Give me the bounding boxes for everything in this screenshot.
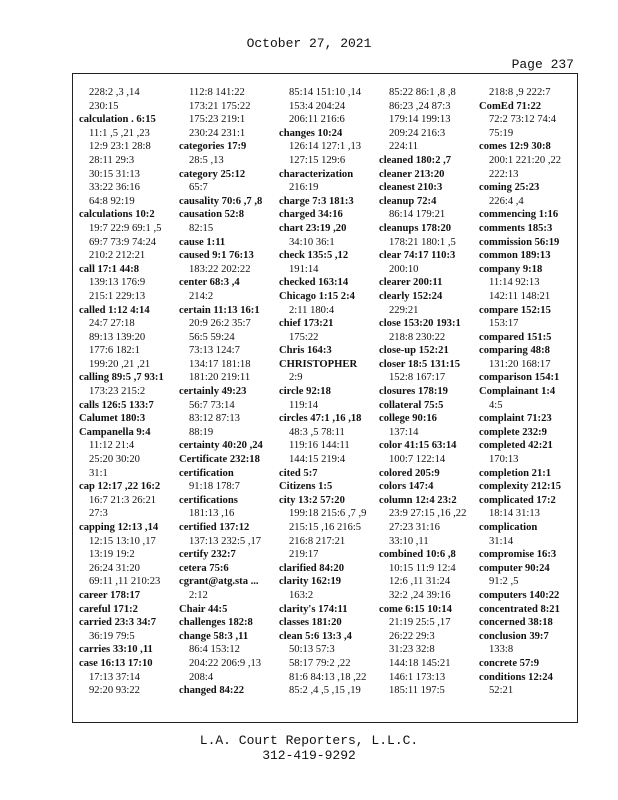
index-entry-references: 163:2 [289,589,314,601]
index-entry-term: cetera 75:6 [179,562,229,574]
index-entry-term: certain 11:13 16:1 [179,304,260,316]
index-entry-term: conclusion 39:7 [479,630,549,642]
index-entry-term: cleaned 180:2 ,7 [379,154,452,166]
index-entry-references: 85:22 86:1 ,8 ,8 [389,87,456,98]
index-entry-term: calculations 10:2 [79,209,155,221]
index-entry-references: 34:10 36:1 [289,236,335,248]
index-entry-term: completed 42:21 [479,440,553,452]
index-entry-term: charge 7:3 181:3 [279,195,354,207]
index-entry-term: commencing 1:16 [479,209,559,221]
index-entry-term: caused 9:1 76:13 [179,250,254,262]
index-entry-references: 185:11 197:5 [389,685,445,697]
index-entry-references: 11:14 92:13 [489,277,540,289]
index-entry-references: 200:10 [389,263,419,275]
index-entry-references: 4:5 [489,399,503,411]
index-entry-term: Campanella 9:4 [79,426,151,438]
index-column-5 [479,86,577,698]
index-entry-term: complexity 212:15 [479,481,562,493]
index-entry-term: cause 1:11 [179,236,226,248]
index-entry-references: 91:2 ,5 [489,576,519,588]
index-entry-term: career 178:17 [79,589,141,601]
index-entry-references: 137:14 [389,426,419,438]
index-entry-references: 179:14 199:13 [389,114,451,126]
index-entry-references: 152:8 167:17 [389,372,446,384]
index-entry-term: concentrated 8:21 [479,603,560,615]
index-entry-term: combined 10:6 ,8 [379,549,456,561]
index-entry-term: chief 173:21 [279,318,334,330]
index-entry-term: cited 5:7 [279,467,318,479]
index-entry-term: colors 147:4 [379,481,434,493]
reporter-name: L.A. Court Reporters, L.L.C. [199,733,419,748]
index-entry-term: city 13:2 57:20 [279,494,345,506]
index-entry-references: 199:18 215:6 ,7 ,9 [289,508,367,520]
index-entry-references: 215:1 229:13 [89,290,146,302]
index-entry-term: causation 52:8 [179,209,245,221]
index-entry-references: 153:17 [489,318,519,330]
index-entry-term: conditions 12:24 [479,671,553,683]
index-entry-references: 137:13 232:5 ,17 [189,535,262,547]
index-entry-references: 33:22 36:16 [89,182,140,194]
index-entry-references: 170:13 [489,454,519,466]
index-entry-references: 27:3 [89,508,108,520]
index-entry-term: carries 33:10 ,11 [79,644,153,656]
index-entry-references: 119:14 [289,399,319,411]
index-entry-references: 216:19 [289,182,319,194]
index-entry-term: calculation . 6:15 [79,114,156,126]
index-entry-references: 178:21 180:1 ,5 [389,236,456,248]
index-entry-references: 88:19 [189,426,214,438]
index-entry-references: 226:4 ,4 [489,195,524,207]
index-entry-term: challenges 182:8 [179,617,253,629]
index-entry-term: comparison 154:1 [479,372,560,384]
index-entry-references: 218:8 ,9 222:7 [489,87,551,98]
index-entry-term: concerned 38:18 [479,617,553,629]
index-entry-term: check 135:5 ,12 [279,250,349,262]
index-entry-term: classes 181:20 [279,617,342,629]
index-entry-term: certainty 40:20 ,24 [179,440,263,452]
index-entry-references: 36:19 79:5 [89,630,135,642]
index-entry-references: 2:9 [289,372,303,384]
index-entry-references: 153:4 204:24 [289,100,346,112]
index-entry-term: common 189:13 [479,250,551,262]
index-entry-term: circle 92:18 [279,386,331,398]
index-entry-references: 12:6 ,11 31:24 [389,576,451,588]
index-entry-term: case 16:13 17:10 [79,657,153,669]
index-entry-references: 32:2 ,24 39:16 [389,589,451,601]
index-entry-term: come 6:15 10:14 [379,603,452,615]
index-entry-term: call 17:1 44:8 [79,263,140,275]
index-entry-references: 64:8 92:19 [89,195,135,207]
index-entry-references: 100:7 122:14 [389,454,446,466]
index-entry-references: 86:14 179:21 [389,209,446,221]
index-entry-references: 214:2 [189,290,214,302]
index-entry-term: category 25:12 [179,168,246,180]
index-entry-term: complicated 17:2 [479,494,556,506]
index-entry-term: computers 140:22 [479,589,560,601]
index-entry-references: 31:14 [489,535,514,547]
index-entry-references: 222:13 [489,168,519,180]
index-entry-references: 56:5 59:24 [189,331,235,343]
index-entry-references: 139:13 176:9 [89,277,146,289]
index-entry-term: color 41:15 63:14 [379,440,457,452]
index-entry-references: 13:19 19:2 [89,549,135,561]
transcript-date: October 27, 2021 [246,36,372,51]
index-entry-references: 26:22 29:3 [389,630,435,642]
index-entry-term: closures 178:19 [379,386,448,398]
index-entry-term: causality 70:6 ,7 ,8 [179,195,263,207]
index-entry-references: 85:2 ,4 ,5 ,15 ,19 [289,685,361,697]
index-entry-term: checked 163:14 [279,277,349,289]
index-entry-references: 208:4 [189,671,214,683]
index-entry-references: 89:13 139:20 [89,331,146,343]
index-entry-references: 27:23 31:16 [389,522,440,533]
index-entry-term: concrete 57:9 [479,657,540,669]
index-entry-references: 181:20 219:11 [189,372,251,384]
index-entry-term: compared 151:5 [479,331,552,343]
index-entry-references: 28:5 ,13 [189,154,224,166]
index-entry-term: CHRISTOPHER [279,358,358,370]
index-entry-references: 16:7 21:3 26:21 [89,494,157,506]
index-entry-term: colored 205:9 [379,467,440,479]
index-entry-references: 144:18 145:21 [389,657,451,669]
index-entry-term: Certificate 232:18 [179,454,260,466]
index-entry-term: Chicago 1:15 2:4 [279,290,355,302]
index-entry-term: column 12:4 23:2 [379,494,457,506]
index-entry-references: 17:13 37:14 [89,671,140,683]
index-entry-term: complication [479,522,538,533]
index-entry-term: computer 90:24 [479,562,550,574]
index-entry-references: 56:7 73:14 [189,399,235,411]
reporter-phone: 312-419-9292 [262,748,356,763]
index-entry-term: commission 56:19 [479,236,560,248]
index-entry-references: 33:10 ,11 [389,535,429,547]
index-entry-term: collateral 75:5 [379,399,444,411]
index-entry-term: cleanest 210:3 [379,182,443,194]
index-entry-term: cleanups 178:20 [379,222,452,234]
index-entry-references: 219:17 [289,549,319,561]
index-entry-term: Calumet 180:3 [79,413,146,425]
index-entry-references: 12:9 23:1 28:8 [89,141,151,153]
index-entry-references: 2:12 [189,589,208,601]
index-entry-term: cleaner 213:20 [379,168,445,180]
index-entry-term: comments 185:3 [479,222,553,234]
index-entry-term: calls 126:5 133:7 [79,399,154,411]
index-entry-references: 200:1 221:20 ,22 [489,154,562,166]
index-entry-term: coming 25:23 [479,182,540,194]
index-entry-references: 25:20 30:20 [89,454,140,466]
index-entry-term: company 9:18 [479,263,543,275]
index-entry-references: 133:8 [489,644,514,656]
index-entry-term: certified 137:12 [179,522,250,533]
index-entry-references: 69:11 ,11 210:23 [89,576,161,588]
index-entry-references: 2:11 180:4 [289,304,335,316]
index-entry-term: compromise 16:3 [479,549,557,561]
index-entry-references: 142:11 148:21 [489,290,551,302]
index-entry-references: 21:19 25:5 ,17 [389,617,451,629]
index-entry-references: 206:11 216:6 [289,114,345,126]
index-entry-term: Complainant 1:4 [479,386,556,398]
index-entry-references: 119:16 144:11 [289,440,350,452]
index-entry-references: 86:23 ,24 87:3 [389,100,451,112]
index-entry-term: calling 89:5 ,7 93:1 [79,372,164,384]
index-entry-references: 230:15 [89,100,119,112]
index-entry-term: clear 74:17 110:3 [379,250,456,262]
index-entry-references: 48:3 ,5 78:11 [289,426,345,438]
index-entry-references: 126:14 127:1 ,13 [289,141,362,153]
index-entry-references: 191:14 [289,263,319,275]
index-entry-term: complete 232:9 [479,426,547,438]
page-number: Page 237 [511,57,574,72]
index-entry-term: completion 21:1 [479,467,552,479]
index-entry-references: 229:21 [389,304,419,316]
index-entry-references: 11:1 ,5 ,21 ,23 [89,127,150,139]
index-entry-references: 228:2 ,3 ,14 [89,87,140,98]
index-entry-references: 215:15 ,16 216:5 [289,522,362,533]
index-entry-term: carried 23:3 34:7 [79,617,157,629]
index-entry-references: 218:8 230:22 [389,331,446,343]
index-entry-term: changes 10:24 [279,127,343,139]
index-entry-references: 204:22 206:9 ,13 [189,657,262,669]
index-entry-references: 20:9 26:2 35:7 [189,318,251,330]
index-entry-term: certainly 49:23 [179,386,247,398]
index-entry-references: 144:15 219:4 [289,454,346,466]
index-entry-references: 31:23 32:8 [389,644,435,656]
index-entry-references: 183:22 202:22 [189,263,251,275]
index-entry-term: cleanup 72:4 [379,195,437,207]
index-column-2 [179,86,277,698]
index-entry-references: 131:20 168:17 [489,358,551,370]
index-entry-references: 83:12 87:13 [189,413,240,425]
index-entry-references: 146:1 173:13 [389,671,446,683]
index-entry-term: close 153:20 193:1 [379,318,461,330]
index-entry-references: 92:20 93:22 [89,685,140,697]
index-entry-references: 23:9 27:15 ,16 ,22 [389,508,467,520]
index-entry-references: 224:11 [389,141,419,153]
index-entry-references: 175:23 219:1 [189,114,246,126]
index-entry-references: 50:13 57:3 [289,644,335,656]
index-entry-references: 209:24 216:3 [389,127,446,139]
index-entry-term: charged 34:16 [279,209,343,221]
index-entry-term: capping 12:13 ,14 [79,522,159,533]
index-entry-references: 72:2 73:12 74:4 [489,114,557,126]
index-entry-term: called 1:12 4:14 [79,304,150,316]
index-entry-references: 31:1 [89,467,108,479]
index-entry-references: 112:8 141:22 [189,87,245,98]
index-entry-term: cgrant@atg.sta ... [179,576,259,588]
index-entry-term: Citizens 1:5 [279,481,333,493]
index-entry-term: categories 17:9 [179,141,247,153]
index-entry-references: 18:14 31:13 [489,508,540,520]
index-entry-references: 19:7 22:9 69:1 ,5 [89,222,162,234]
index-entry-references: 199:20 ,21 ,21 [89,358,151,370]
index-entry-references: 177:6 182:1 [89,345,140,357]
index-entry-references: 91:18 178:7 [189,481,240,493]
index-entry-term: ComEd 71:22 [479,100,542,112]
index-entry-references: 230:24 231:1 [189,127,246,139]
index-entry-term: change 58:3 ,11 [179,630,249,642]
index-entry-term: circles 47:1 ,16 ,18 [279,413,362,425]
index-entry-references: 69:7 73:9 74:24 [89,236,157,248]
index-entry-references: 52:21 [489,685,514,697]
index-entry-term: clean 5:6 13:3 ,4 [279,630,352,642]
index-entry-references: 24:7 27:18 [89,318,135,330]
index-entry-references: 65:7 [189,182,208,194]
index-entry-references: 86:4 153:12 [189,644,240,656]
index-entry-term: compare 152:15 [479,304,551,316]
index-entry-references: 216:8 217:21 [289,535,346,547]
index-entry-references: 12:15 13:10 ,17 [89,535,156,547]
index-entry-term: complaint 71:23 [479,413,552,425]
index-entry-term: clearly 152:24 [379,290,443,302]
index-entry-term: close-up 152:21 [379,345,449,357]
index-entry-references: 127:15 129:6 [289,154,346,166]
index-entry-term: closer 18:5 131:15 [379,358,461,370]
index-entry-references: 11:12 21:4 [89,440,135,452]
index-entry-term: clarified 84:20 [279,562,345,574]
index-entry-references: 26:24 31:20 [89,562,140,574]
index-entry-term: Chair 44:5 [179,603,228,615]
index-entry-references: 73:13 124:7 [189,345,240,357]
index-entry-term: clarity 162:19 [279,576,342,588]
index-entry-references: 173:23 215:2 [89,386,146,398]
index-entry-references: 30:15 31:13 [89,168,140,180]
index-entry-term: comparing 48:8 [479,345,550,357]
index-column-3 [279,86,377,698]
index-column-1 [79,86,177,698]
index-entry-term: characterization [279,168,354,180]
index-entry-references: 58:17 79:2 ,22 [289,657,351,669]
index-entry-references: 75:19 [489,127,514,139]
index-entry-term: certify 232:7 [179,549,236,561]
index-entry-references: 134:17 181:18 [189,358,251,370]
index-entry-references: 82:15 [189,222,214,234]
footer [0,733,618,763]
index-entry-term: comes 12:9 30:8 [479,141,551,153]
index-entry-term: chart 23:19 ,20 [279,222,347,234]
index-entry-term: careful 171:2 [79,603,138,615]
index-entry-references: 181:13 ,16 [189,508,235,520]
index-entry-term: center 68:3 ,4 [179,277,240,289]
index-entry-references: 28:11 29:3 [89,154,135,166]
index-entry-term: clarity's 174:11 [279,603,348,615]
index-entry-term: changed 84:22 [179,685,245,697]
word-index-frame [72,73,578,723]
index-entry-term: cap 12:17 ,22 16:2 [79,481,161,493]
index-entry-references: 85:14 151:10 ,14 [289,87,362,98]
index-entry-term: certifications [179,494,238,506]
index-entry-references: 81:6 84:13 ,18 ,22 [289,671,367,683]
index-entry-term: Chris 164:3 [279,345,332,357]
index-column-4 [379,86,477,698]
index-entry-references: 175:22 [289,331,319,343]
index-entry-term: certification [179,467,234,479]
index-entry-references: 173:21 175:22 [189,100,251,112]
index-entry-references: 10:15 11:9 12:4 [389,562,456,574]
index-entry-term: clearer 200:11 [379,277,443,289]
index-entry-references: 210:2 212:21 [89,250,146,262]
index-entry-term: college 90:16 [379,413,437,425]
